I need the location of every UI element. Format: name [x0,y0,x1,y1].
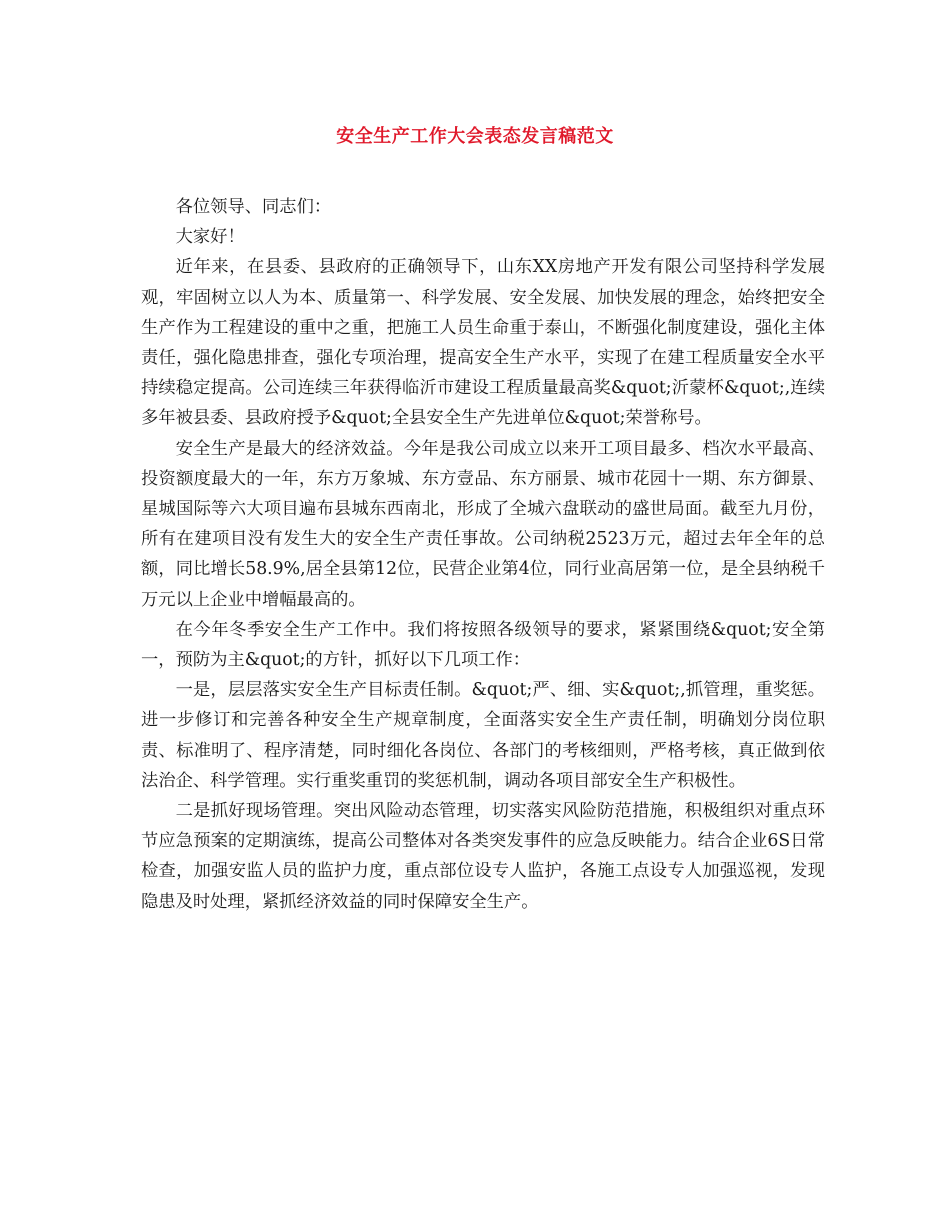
document-title: 安全生产工作大会表态发言稿范文 [336,126,614,147]
paragraph: 在今年冬季安全生产工作中。我们将按照各级领导的要求，紧紧围绕&quot;安全第一，预防为主&quot;的方针，抓好以下几项工作： [141,619,825,671]
paragraph: 二是抓好现场管理。突出风险动态管理，切实落实风险防范措施，积极组织对重点环节应急预案的定期演练，提高公司整体对各类突发事件的应急反映能力。结合企业6S日常检查，加强安监人员的监护力度，重点部位设专人监护，各施工点设专人加强巡视，发现隐患及时处理，紧抓经济效益的同时保障安全生产。 [141,801,825,912]
paragraph: 安全生产是最大的经济效益。今年是我公司成立以来开工项目最多、档次水平最高、投资额度最大的一年，东方万象城、东方壹品、东方丽景、城市花园十一期、东方御景、星城国际等六大项目遍布县城东西南北，形成了全城六盘联动的盛世局面。截至九月份，所有在建项目没有发生大的安全生产责任事故。公司纳税2523万元，超过去年全年的总额，同比增长58.9%,居全县第12位，民营企业第4位，同行业高居第一位，是全县纳税千万元以上企业中增幅最高的。 [141,438,825,610]
greeting: 大家好！ [175,227,245,248]
paragraph: 一是，层层落实安全生产目标责任制。&quot;严、细、实&quot;,抓管理，重奖惩。进一步修订和完善各种安全生产规章制度，全面落实安全生产责任制，明确划分岗位职责、标准明了、程序清楚，同时细化各岗位、各部门的考核细则，严格考核，真正做到依法治企、科学管理。实行重奖重罚的奖惩机制，调动各项目部安全生产积极性。 [141,680,825,791]
document-body [141,192,825,917]
salutation: 各位领导、同志们： [175,197,332,217]
paragraph: 近年来，在县委、县政府的正确领导下，山东XX房地产开发有限公司坚持科学发展观，牢固树立以人为本、质量第一、科学发展、安全发展、加快发展的理念，始终把安全生产作为工程建设的重中之重，把施工人员生命重于泰山，不断强化制度建设，强化主体责任，强化隐患排查，强化专项治理，提高安全生产水平，实现了在建工程质量安全水平持续稳定提高。公司连续三年获得临沂市建设工程质量最高奖&quot;沂蒙杯&quot;,连续多年被县委、县政府授予&quot;全县安全生产先进单位&quot;荣誉称号。 [141,257,825,429]
